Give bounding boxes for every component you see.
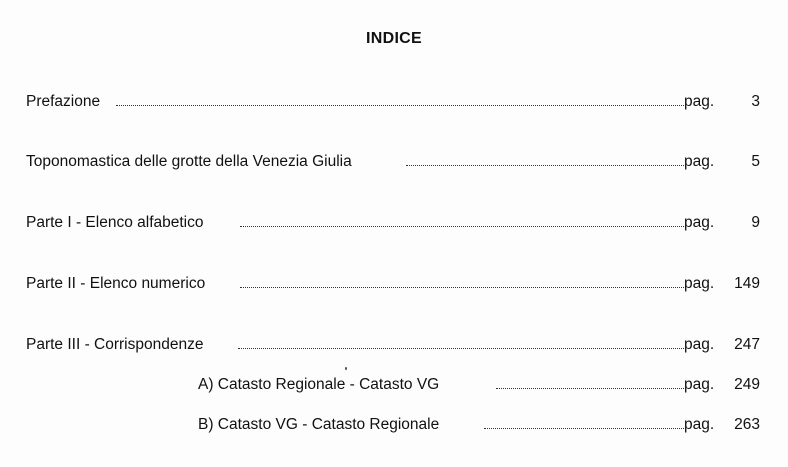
toc-page-number: 5	[751, 153, 760, 170]
toc-page-prefix: pag.	[684, 214, 715, 231]
toc-page-number: 9	[751, 214, 760, 231]
toc-entry-label: A) Catasto Regionale - Catasto VG	[198, 376, 440, 393]
toc-leader-dots	[116, 105, 686, 106]
toc-leader-dots	[496, 388, 686, 389]
toc-entry-label: Parte I - Elenco alfabetico	[26, 214, 204, 231]
toc-page-prefix: pag.	[684, 93, 715, 110]
toc-page-prefix: pag.	[684, 416, 715, 433]
toc-leader-dots	[240, 226, 686, 227]
toc-entry-label: Parte III - Corrispondenze	[26, 336, 204, 353]
toc-entry-parte-i	[26, 212, 788, 234]
toc-page-number: 3	[751, 93, 760, 110]
toc-page-prefix: pag.	[684, 153, 715, 170]
toc-leader-dots	[406, 165, 686, 166]
toc-page-number: 249	[734, 376, 760, 393]
toc-leader-dots	[484, 428, 686, 429]
toc-entry-toponomastica	[26, 151, 788, 173]
scan-speck	[345, 367, 347, 370]
toc-subentry-b	[198, 414, 788, 436]
toc-entry-label: Toponomastica delle grotte della Venezia Giulia	[26, 153, 352, 170]
toc-page-prefix: pag.	[684, 376, 715, 393]
toc-entry-parte-ii	[26, 273, 788, 295]
toc-leader-dots	[240, 287, 686, 288]
toc-entry-prefazione	[26, 91, 788, 113]
toc-page-prefix: pag.	[684, 336, 715, 353]
toc-page-number: 149	[734, 275, 760, 292]
toc-entry-label: B) Catasto VG - Catasto Regionale	[198, 416, 440, 433]
toc-page-number: 247	[734, 336, 760, 353]
toc-subentry-a	[198, 374, 788, 396]
toc-entry-label: Prefazione	[26, 93, 101, 110]
toc-entry-label: Parte II - Elenco numerico	[26, 275, 206, 292]
toc-leader-dots	[238, 348, 686, 349]
toc-page-number: 263	[734, 416, 760, 433]
page-title: INDICE	[365, 30, 423, 47]
toc-entry-parte-iii	[26, 334, 788, 356]
toc-page-prefix: pag.	[684, 275, 715, 292]
